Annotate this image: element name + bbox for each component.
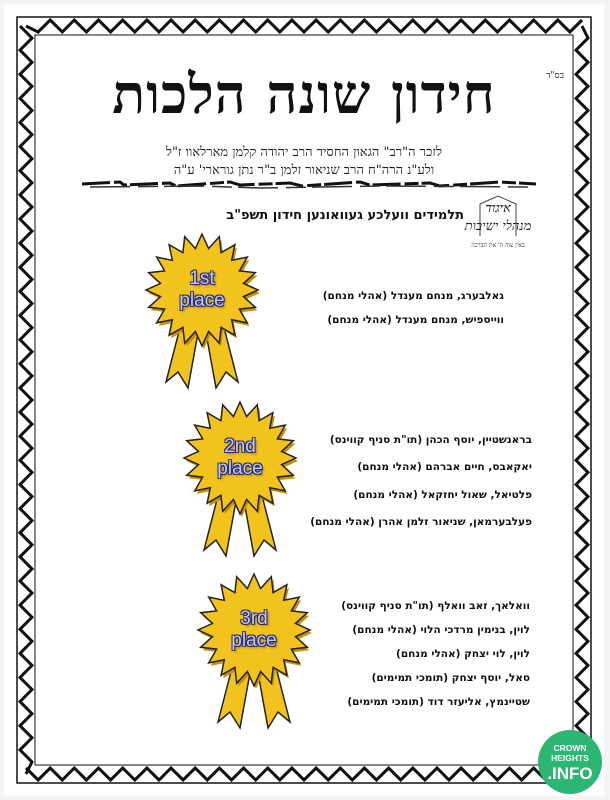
winners-subtitle: תלמידים וועלכע געוואונען חידון תשפ"ב	[226, 208, 464, 223]
first-place-winners	[284, 290, 504, 340]
site-logo-line-3: .INFO	[547, 764, 593, 783]
logo-line-2: מנהלי ישיבות	[464, 219, 532, 234]
first-place-word: place	[179, 290, 225, 311]
first-place-label	[160, 268, 244, 312]
third-place-rank: 3rd	[240, 608, 268, 629]
award-ribbon-icon	[184, 572, 324, 740]
page-title: חידון שונה הלכות	[112, 62, 496, 126]
site-logo-line-2: HEIGHTS	[551, 753, 589, 763]
winner-name: פעלבערמאן, שניאור זלמן אהרן (אהלי מנחם)	[310, 516, 532, 528]
organization-logo	[458, 192, 538, 254]
border-zigzag-line	[26, 20, 582, 32]
logo-line-1: איגוד	[485, 201, 511, 216]
first-place-ribbon	[132, 232, 272, 400]
site-logo-line-1: CROWN	[553, 743, 587, 753]
border-zigzag-line	[26, 768, 582, 780]
winner-name: סאל, יוסף יצחק (תומכי תמימים)	[371, 672, 530, 684]
second-place-winners	[302, 434, 532, 534]
winner-name: בראנשטיין, יוסף הכהן (תו"ת סניף קווינס)	[329, 434, 532, 446]
award-ribbon-icon	[132, 232, 272, 400]
winner-name: לוין, לוי יצחק (אהלי מנחם)	[396, 648, 530, 660]
winner-name: וואלאך, זאב וואלף (תו"ת סניף קווינס)	[341, 600, 530, 612]
third-place-label	[212, 608, 296, 652]
third-place-winners	[304, 600, 530, 712]
brush-divider	[80, 178, 540, 190]
second-place-rank: 2nd	[224, 436, 256, 457]
border-zigzag-line	[20, 26, 32, 774]
memorial-line-1: לזכר ה"רב" הגאון החסיד הרב יהודה קלמן מארלאוו ז"ל	[165, 145, 443, 160]
second-place-label	[198, 436, 282, 480]
third-place-ribbon	[184, 572, 324, 740]
memorial-line-2: ולע"נ הרה"ח הרב שניאור זלמן ב"ר נתן גורארי' ע"ה	[173, 163, 435, 178]
winner-name: שטיינמץ, אליעזר דוד (תומכי תמימים)	[347, 696, 530, 708]
second-place-ribbon	[170, 400, 310, 568]
logo-tagline: באין צוה ה' את הברכה	[471, 242, 525, 249]
flyer-sheet	[4, 4, 604, 796]
site-watermark-logo	[538, 730, 602, 794]
third-place-word: place	[231, 630, 277, 651]
winner-name: יאקאבס, חיים אברהם (אהלי מנחם)	[357, 461, 532, 473]
winner-name: לוין, בנימין מרדכי הלוי (אהלי מנחם)	[352, 624, 530, 636]
bsd-mark: בס"ד	[546, 71, 564, 81]
border-zigzag-line	[576, 26, 588, 774]
award-ribbon-icon	[170, 400, 310, 568]
winner-name: ווייספיש, מנחם מענדל (אהלי מנחם)	[327, 314, 504, 326]
winner-name: גאלבערג, מנחם מענדל (אהלי מנחם)	[322, 290, 504, 302]
winner-name: פלטיאל, שאול יחזקאל (אהלי מנחם)	[353, 489, 532, 501]
first-place-rank: 1st	[189, 268, 215, 289]
second-place-word: place	[217, 458, 263, 479]
